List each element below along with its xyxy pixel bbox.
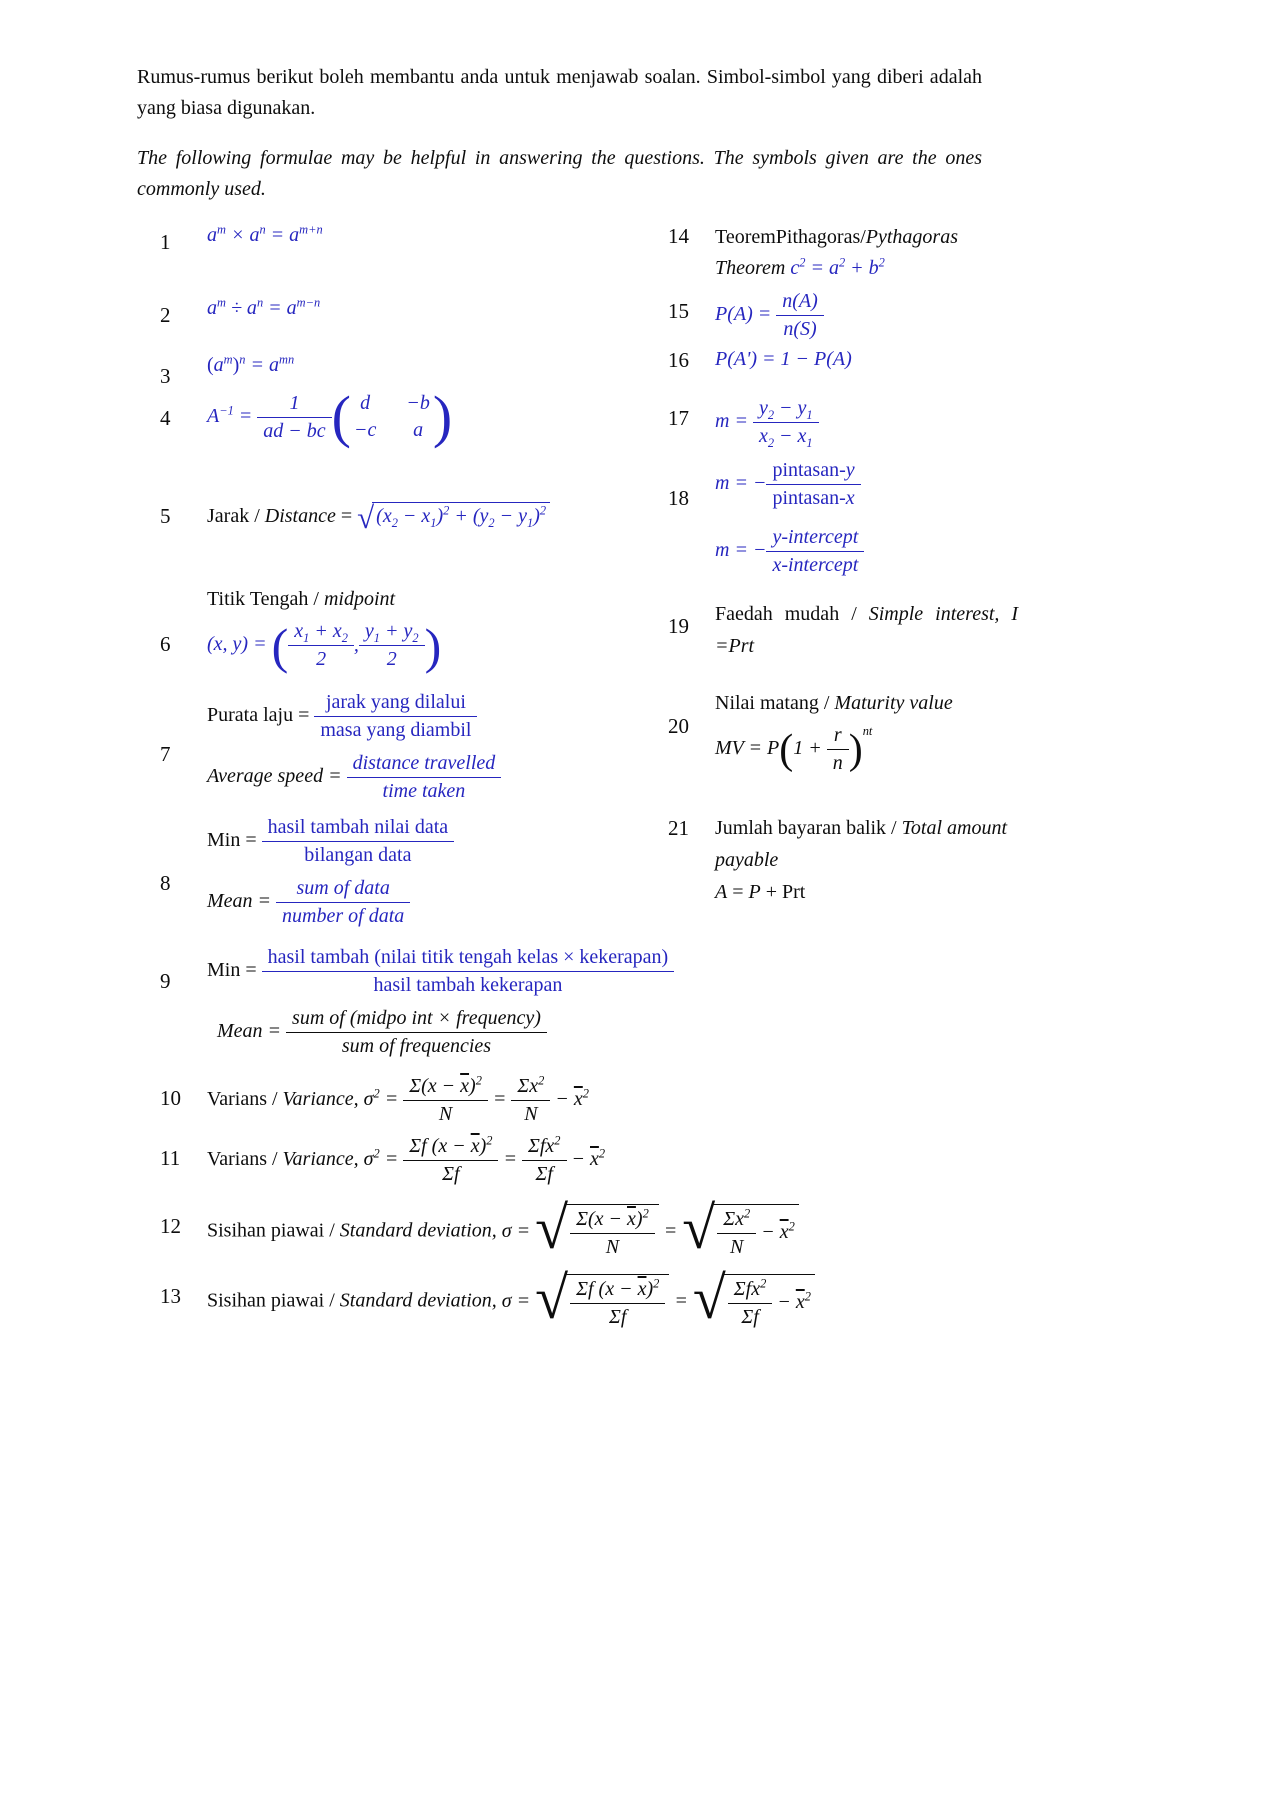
exponent: nt — [862, 723, 873, 738]
fraction: $\frac{\Sigma(x - \overline{x})^2}{N}$ — [403, 1074, 488, 1127]
header-english: The following formulae may be helpful in answering the questions. The symbols given are the ones commonly used. — [137, 147, 982, 200]
row-number: 11 — [160, 1146, 181, 1170]
formula-18-english: m = − $\frac{\text{y-intercept}}{\text{x-intercept}}$ — [715, 525, 864, 578]
formula-row-4 — [160, 384, 720, 449]
formula-8-block — [207, 815, 454, 929]
formula-10-expression: Varians / Variance, $\sigma^2$ = $\frac{\Sigma(x - \overline{x})^2}{N}$ = $\frac{\Sigma x^2}{N}$ − $\overline{x}^2$ — [207, 1073, 589, 1125]
row-number: 8 — [160, 871, 171, 895]
row-number: 12 — [160, 1214, 181, 1238]
formula-row-12 — [160, 1192, 920, 1260]
row-number: 21 — [668, 816, 689, 840]
fraction: $\frac{\text{jarak yang dilalui}}{\text{masa yang diambil}}$ — [314, 690, 477, 743]
formula-3-expression: $(a^m)^n = a^{mn}$ — [207, 352, 295, 376]
formula-16-expression: P(A') = 1 − P(A) — [715, 348, 852, 370]
formula-12-expression: Sisihan piawai / Standard deviation, σ = √ $\frac{\Sigma(x - \overline{x})^2}{N}$ = √ $\frac{\Sigma x^2}{N}$ − $\overline{x}^2$ — [207, 1192, 799, 1260]
formula-7-malay: Purata laju = $\frac{\text{jarak yang dilalui}}{\text{masa yang diambil}}$ — [207, 690, 501, 743]
formula-row-21 — [668, 812, 1168, 908]
fraction: $\frac{n(A)}{n(S)}$ — [776, 289, 824, 342]
right-paren: ) — [432, 384, 453, 449]
radical-sign: √ — [682, 1195, 716, 1261]
square-root: √ $\frac{\Sigma fx^2}{\Sigma f}$ − $\overline{x}^2$ — [693, 1274, 815, 1330]
formula-17-expression: m = $\frac{y_2 - y_1}{x_2 - x_1}$ — [715, 392, 819, 449]
fraction: $\frac{y_1 + y_2}{2}$ — [359, 619, 425, 672]
formula-14-title: TeoremPithagoras/Pythagoras — [715, 226, 958, 248]
formula-1-expression: $a^m \times a^n = a^{m+n}$ — [207, 222, 323, 246]
formula-5-label: Jarak / Distance = — [207, 505, 358, 528]
formula-6-label: Titik Tengah / midpoint — [207, 588, 396, 610]
formula-14-expression: $c^2 = a^2 + b^2$ — [790, 255, 885, 279]
formula-row-20 — [668, 692, 1158, 776]
row-number: 2 — [160, 303, 171, 327]
fraction: $\frac{x_1 + x_2}{2}$ — [288, 619, 354, 672]
fraction: $\frac{\Sigma x^2}{N}$ — [511, 1074, 550, 1127]
formula-9-english: Mean = $\frac{\text{sum of (midpo int × frequency)}}{\text{sum of frequencies}}$ — [207, 1006, 674, 1059]
formula-8-malay: Min = $\frac{\text{hasil tambah nilai data}}{\text{bilangan data}}$ — [207, 815, 454, 868]
fraction: $\frac{\text{sum of (midpo int × frequency)}}{\text{sum of frequencies}}$ — [286, 1006, 547, 1059]
formula-20-block — [715, 692, 953, 776]
square-root — [535, 1265, 669, 1331]
formula-18-block — [715, 458, 864, 578]
formula-4-expression: $A^{-1}$ = $\frac{1}{ad - bc}$ ( d −b −c a ) — [207, 384, 453, 449]
row-number: 19 — [668, 614, 689, 638]
left-paren: ( — [779, 726, 794, 773]
formula-11-expression: Varians / Variance, $\sigma^2$ = $\frac{\Sigma f (x - \overline{x})^2}{\Sigma f}$ = $\frac{\Sigma fx^2}{\Sigma f}$ − $\overline{x}^2$ — [207, 1133, 606, 1185]
row-number: 3 — [160, 364, 171, 388]
square-root: √ $\frac{\Sigma x^2}{N}$ − $\overline{x}^2$ — [682, 1204, 799, 1260]
fraction: $\frac{\text{pintasan-y}}{\text{pintasan-x}}$ — [766, 458, 860, 511]
square-root — [535, 1195, 659, 1261]
fraction: $\frac{\Sigma f (x - \overline{x})^2}{\Sigma f}$ — [403, 1134, 498, 1187]
formula-row-1 — [160, 222, 720, 255]
formula-21-title-line2: payable — [715, 849, 779, 871]
fraction: $\frac{\Sigma x^2}{N}$ — [717, 1207, 756, 1260]
row-number: 17 — [668, 406, 689, 430]
row-number: 5 — [160, 504, 171, 528]
formula-19-block — [715, 598, 1018, 662]
row-number: 16 — [668, 348, 689, 372]
fraction: $\frac{r}{n}$ — [827, 723, 849, 776]
right-paren: ) — [424, 617, 442, 674]
left-paren: ( — [331, 384, 351, 449]
formula-row-18 — [668, 458, 1158, 578]
formula-19-title: Faedah mudah / Simple interest, I — [715, 603, 1019, 625]
fraction: $\frac{\text{y-intercept}}{\text{x-intercept}}$ — [766, 525, 864, 578]
radical-sign: √ — [535, 1265, 569, 1331]
matrix: ( d −b −c a ) — [331, 384, 453, 449]
fraction: $\frac{\text{hasil tambah nilai data}}{\text{bilangan data}}$ — [262, 815, 455, 868]
formula-row-14 — [668, 222, 1158, 284]
fraction: $\frac{\Sigma f (x - \overline{x})^2}{\Sigma f}$ — [570, 1277, 665, 1330]
formula-6-block — [207, 588, 441, 672]
row-number: 1 — [160, 230, 171, 254]
right-paren: ) — [848, 726, 863, 773]
formula-9-malay: Min = $\frac{\text{hasil tambah (nilai titik tengah kelas × kekerapan)}}{\text{hasil tambah kekerapan}}$ — [207, 945, 674, 998]
row-number: 20 — [668, 714, 689, 738]
formula-21-block — [715, 812, 1007, 908]
formula-21-expression: A = P + Prt — [715, 881, 806, 903]
radical-sign: √ — [357, 500, 375, 535]
formula-20-title: Nilai matang / Maturity value — [715, 692, 953, 714]
formula-7-english: Average speed = $\frac{\text{distance travelled}}{\text{time taken}}$ — [207, 751, 501, 804]
row-number: 4 — [160, 406, 171, 430]
fraction: $\frac{\Sigma(x - \overline{x})^2}{N}$ — [570, 1207, 655, 1260]
formula-5-expression — [207, 498, 550, 533]
formula-18-malay: m = − $\frac{\text{pintasan-y}}{\text{pintasan-x}}$ — [715, 458, 864, 511]
fraction: $\frac{\text{distance travelled}}{\text{time taken}}$ — [347, 751, 502, 804]
formula-row-9 — [160, 945, 880, 1059]
formula-row-16 — [668, 348, 1158, 373]
formula-2-expression: $a^m \div a^n = a^{m-n}$ — [207, 295, 321, 319]
formula-6-expression: (x, y) = ( $\frac{x_1 + x_2}{2}$ , $\frac{y_1 + y_2}{2}$ ) — [207, 617, 442, 674]
row-number: 15 — [668, 299, 689, 323]
formula-row-19 — [668, 598, 1168, 662]
row-number: 10 — [160, 1086, 181, 1110]
row-number: 18 — [668, 486, 689, 510]
fraction: $\frac{y_2 - y_1}{x_2 - x_1}$ — [753, 396, 819, 449]
row-number: 14 — [668, 224, 689, 248]
row-number: 13 — [160, 1284, 181, 1308]
formula-row-13 — [160, 1262, 920, 1330]
radical-sign: √ — [692, 1265, 726, 1331]
formula-row-10 — [160, 1072, 860, 1127]
row-number: 6 — [160, 632, 171, 656]
row-number: 7 — [160, 742, 171, 766]
fraction: $\frac{\Sigma fx^2}{\Sigma f}$ — [522, 1134, 567, 1187]
formula-15-expression: P(A) = $\frac{n(A)}{n(S)}$ — [715, 285, 824, 342]
formula-14-block: TeoremPithagoras/Pythagoras Theorem $c^2 = a^2 + b^2$ — [715, 222, 958, 284]
fraction: $\frac{\text{sum of data}}{\text{number of data}}$ — [276, 876, 410, 929]
row-number: 9 — [160, 969, 171, 993]
formula-20-expression: MV = P ( 1 + $\frac{r}{n}$ ) $^{nt}$ — [715, 723, 873, 774]
formula-row-11 — [160, 1132, 860, 1187]
left-paren: ( — [271, 617, 289, 674]
formula-row-2 — [160, 295, 720, 328]
formula-9-block — [207, 945, 674, 1059]
formula-8-english: Mean = $\frac{\text{sum of data}}{\text{number of data}}$ — [207, 876, 454, 929]
formula-19-expression: =Prt — [715, 635, 755, 657]
formula-row-17 — [668, 392, 1158, 449]
formula-row-6 — [160, 588, 720, 672]
formula-13-expression: Sisihan piawai / Standard deviation, σ = √ $\frac{\Sigma f (x - \overline{x})^2}{\Sigma f}$ = √ $\frac{\Sigma fx^2}{\Sigma f}$ − $\overline{x}^2$ — [207, 1262, 815, 1330]
header-malay: Rumus-rumus berikut boleh membantu anda untuk menjawab soalan. Simbol-simbol yang diberi adalah yang biasa digunakan. — [137, 66, 982, 119]
square-root: √ $(x_2 - x_1)^2 + (y_2 - y_1)^2$ — [357, 502, 550, 533]
radical-sign: √ — [535, 1195, 569, 1261]
fraction: $\frac{1}{ad - bc}$ — [257, 391, 331, 444]
formula-21-title: Jumlah bayaran balik / Total amount — [715, 817, 1008, 839]
fraction: $\frac{\Sigma fx^2}{\Sigma f}$ — [728, 1277, 773, 1330]
formula-7-block — [207, 690, 501, 804]
formula-row-15 — [668, 285, 1158, 342]
fraction: $\frac{\text{hasil tambah (nilai titik tengah kelas × kekerapan)}}{\text{hasil tambah kekerapan}}$ — [262, 945, 675, 998]
